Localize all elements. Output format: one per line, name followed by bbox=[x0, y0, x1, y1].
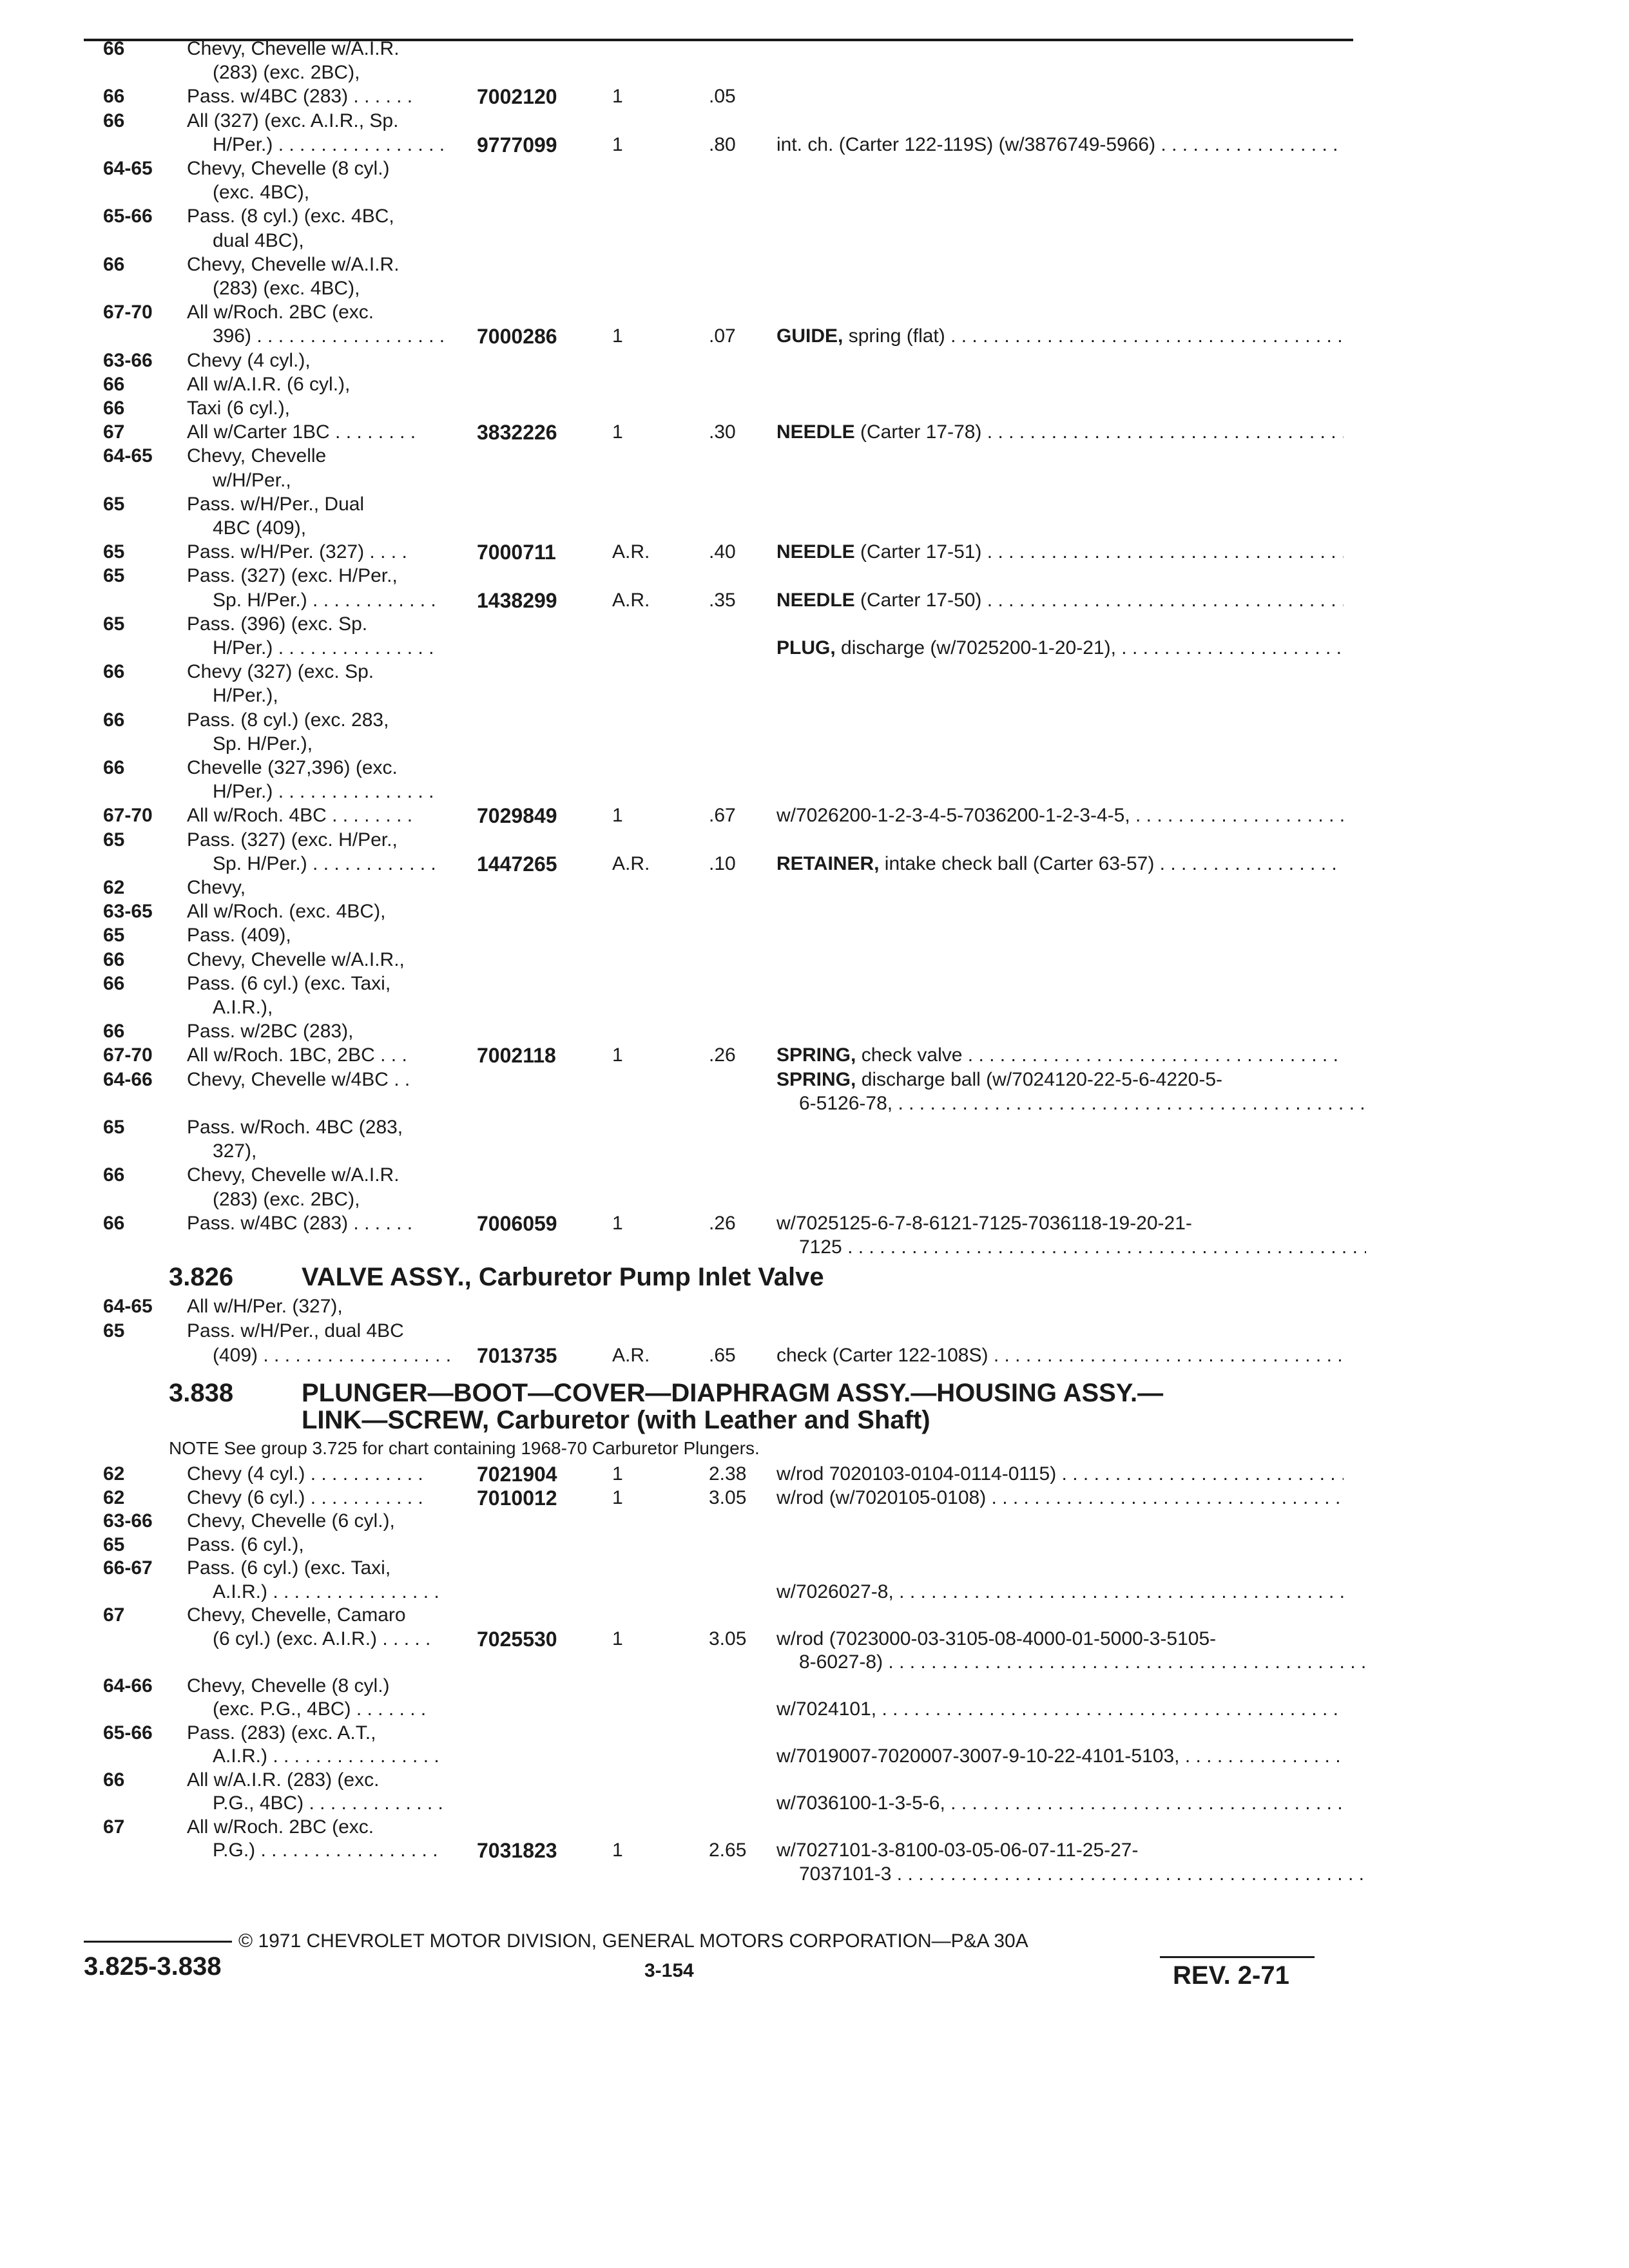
section-title-3838-line2: LINK—SCREW, Carburetor (with Leather and Shaft) bbox=[302, 1406, 930, 1434]
model-year: 66 bbox=[103, 86, 125, 108]
application: Chevy, Chevelle (8 cyl.) bbox=[187, 1675, 390, 1696]
application: A.I.R.), bbox=[213, 997, 273, 1018]
part-description-text: int. ch. (Carter 122-119S) (w/3876749-5966) bbox=[776, 133, 1156, 155]
part-description-text: w/7025125-6-7-8-6121-7125-7036118-19-20-21- bbox=[776, 1212, 1192, 1234]
quantity: 1 bbox=[612, 1212, 623, 1234]
part-name: NEEDLE bbox=[776, 421, 855, 443]
quantity: 1 bbox=[612, 1486, 623, 1508]
part-description bbox=[776, 1044, 1344, 1067]
model-year: 66 bbox=[103, 398, 125, 419]
price: 3.05 bbox=[709, 1486, 747, 1508]
price: .05 bbox=[709, 86, 736, 108]
footer-rule-left bbox=[84, 1941, 232, 1943]
application: (exc. 4BC), bbox=[213, 182, 310, 204]
application: Taxi (6 cyl.), bbox=[187, 398, 291, 419]
application: Pass. w/4BC (283) . . . . . . bbox=[187, 86, 413, 108]
model-year: 67 bbox=[103, 421, 125, 443]
price: .40 bbox=[709, 541, 736, 563]
part-description-text: check (Carter 122-108S) bbox=[776, 1345, 988, 1366]
part-description bbox=[776, 325, 1344, 348]
part-description bbox=[776, 637, 1344, 660]
application: Sp. H/Per.) . . . . . . . . . . . . bbox=[213, 589, 436, 611]
group-range: 3.825-3.838 bbox=[84, 1952, 222, 1981]
application: (6 cyl.) (exc. A.I.R.) . . . . . bbox=[213, 1628, 431, 1649]
application: Chevy, Chevelle w/A.I.R., bbox=[187, 948, 405, 970]
quantity: 1 bbox=[612, 1463, 623, 1485]
footer-rule-right bbox=[1160, 1956, 1315, 1958]
section-number-3826: 3.826 bbox=[169, 1263, 234, 1291]
model-year: 65 bbox=[103, 1533, 125, 1555]
part-description bbox=[776, 1698, 1344, 1721]
application: Pass. (409), bbox=[187, 925, 291, 947]
model-year: 65-66 bbox=[103, 206, 153, 227]
application: Chevy (6 cyl.) . . . . . . . . . . . bbox=[187, 1486, 423, 1508]
model-year: 66 bbox=[103, 972, 125, 994]
part-description bbox=[776, 589, 1344, 612]
application: 4BC (409), bbox=[213, 517, 307, 539]
revision: REV. 2-71 bbox=[1173, 1961, 1289, 1990]
part-description-text: w/7026200-1-2-3-4-5-7036200-1-2-3-4-5, bbox=[776, 805, 1130, 827]
quantity: A.R. bbox=[612, 1345, 650, 1366]
model-year: 65 bbox=[103, 829, 125, 850]
part-description-text: 6-5126-78, bbox=[799, 1092, 893, 1114]
application: Pass. w/H/Per. (327) . . . . bbox=[187, 541, 407, 563]
application: H/Per.), bbox=[213, 685, 278, 707]
application: Pass. (6 cyl.), bbox=[187, 1533, 304, 1555]
model-year: 66 bbox=[103, 253, 125, 275]
part-description-text: w/7036100-1-3-5-6, bbox=[776, 1792, 945, 1814]
application: All w/Roch. 2BC (exc. bbox=[187, 302, 374, 323]
part-description bbox=[776, 1628, 1344, 1651]
model-year: 62 bbox=[103, 1463, 125, 1485]
part-description-text: discharge ball (w/7024120-22-5-6-4220-5- bbox=[861, 1068, 1223, 1090]
price: .67 bbox=[709, 805, 736, 827]
part-description-text: w/7027101-3-8100-03-05-06-07-11-25-27- bbox=[776, 1840, 1139, 1861]
application: Chevy, Chevelle (6 cyl.), bbox=[187, 1510, 395, 1532]
application: All w/A.I.R. (283) (exc. bbox=[187, 1769, 380, 1791]
application: Chevy, bbox=[187, 877, 246, 898]
application: 327), bbox=[213, 1140, 257, 1162]
application: P.G., 4BC) . . . . . . . . . . . . . bbox=[213, 1792, 443, 1814]
part-description-text: w/7026027-8, bbox=[776, 1581, 894, 1602]
application: Sp. H/Per.), bbox=[213, 733, 313, 754]
model-year: 65 bbox=[103, 925, 125, 947]
price: .07 bbox=[709, 325, 736, 347]
model-year: 66 bbox=[103, 1164, 125, 1186]
model-year: 65 bbox=[103, 1117, 125, 1138]
part-description-text: 7125 bbox=[799, 1236, 842, 1258]
application: P.G.) . . . . . . . . . . . . . . . . . bbox=[213, 1840, 438, 1861]
model-year: 66 bbox=[103, 373, 125, 395]
model-year: 66-67 bbox=[103, 1557, 153, 1579]
part-description-text: discharge (w/7025200-1-20-21), bbox=[841, 637, 1116, 658]
model-year: 62 bbox=[103, 1486, 125, 1508]
model-year: 62 bbox=[103, 877, 125, 898]
part-number: 7021904 bbox=[477, 1463, 557, 1486]
part-description bbox=[776, 1212, 1344, 1235]
application: Chevy, Chevelle w/A.I.R. bbox=[187, 1164, 400, 1186]
model-year: 66 bbox=[103, 38, 125, 59]
model-year: 65-66 bbox=[103, 1722, 153, 1744]
model-year: 66 bbox=[103, 661, 125, 683]
application: All w/Roch. 1BC, 2BC . . . bbox=[187, 1044, 407, 1066]
part-number: 1438299 bbox=[477, 588, 557, 612]
model-year: 64-65 bbox=[103, 1296, 153, 1317]
quantity: 1 bbox=[612, 1628, 623, 1649]
quantity: 1 bbox=[612, 1840, 623, 1861]
part-name: SPRING, bbox=[776, 1044, 856, 1066]
application: Chevy, Chevelle bbox=[187, 445, 327, 467]
part-description-text: w/rod 7020103-0104-0114-0115) bbox=[776, 1463, 1057, 1485]
application: Pass. (8 cyl.) (exc. 283, bbox=[187, 709, 389, 731]
section-number-3838: 3.838 bbox=[169, 1379, 234, 1407]
application: Sp. H/Per.) . . . . . . . . . . . . bbox=[213, 852, 436, 874]
application: Pass. (8 cyl.) (exc. 4BC, bbox=[187, 206, 394, 227]
part-name: NEEDLE bbox=[776, 589, 855, 611]
application: Chevy, Chevelle (8 cyl.) bbox=[187, 158, 390, 179]
model-year: 66 bbox=[103, 1212, 125, 1234]
part-description bbox=[799, 1651, 1366, 1674]
price: .26 bbox=[709, 1212, 736, 1234]
part-description bbox=[776, 852, 1344, 876]
application: (283) (exc. 2BC), bbox=[213, 62, 360, 84]
application: Pass. (283) (exc. A.T., bbox=[187, 1722, 376, 1744]
application: All (327) (exc. A.I.R., Sp. bbox=[187, 110, 399, 131]
part-number: 7000286 bbox=[477, 325, 557, 349]
part-description-text: spring (flat) bbox=[848, 325, 945, 347]
part-description bbox=[776, 133, 1344, 157]
quantity: 1 bbox=[612, 1044, 623, 1066]
part-description bbox=[776, 1792, 1344, 1815]
part-name: SPRING, bbox=[776, 1068, 856, 1090]
model-year: 65 bbox=[103, 541, 125, 563]
model-year: 66 bbox=[103, 948, 125, 970]
part-number: 7010012 bbox=[477, 1486, 557, 1510]
application: Chevy, Chevelle w/A.I.R. bbox=[187, 253, 400, 275]
model-year: 64-65 bbox=[103, 445, 153, 467]
part-description bbox=[776, 1486, 1344, 1510]
model-year: 66 bbox=[103, 709, 125, 731]
part-description-text: w/7019007-7020007-3007-9-10-22-4101-5103, bbox=[776, 1745, 1180, 1767]
quantity: 1 bbox=[612, 133, 623, 155]
application: A.I.R.) . . . . . . . . . . . . . . . . bbox=[213, 1745, 439, 1767]
part-description bbox=[776, 1344, 1344, 1367]
part-description bbox=[776, 541, 1344, 564]
application: Pass. (327) (exc. H/Per., bbox=[187, 829, 398, 850]
quantity: 1 bbox=[612, 325, 623, 347]
application: Pass. w/4BC (283) . . . . . . bbox=[187, 1212, 413, 1234]
part-description-text: w/7024101, bbox=[776, 1698, 877, 1720]
application: Pass. w/H/Per., dual 4BC bbox=[187, 1320, 404, 1341]
part-number: 7031823 bbox=[477, 1839, 557, 1862]
application: All w/A.I.R. (6 cyl.), bbox=[187, 373, 351, 395]
price: .65 bbox=[709, 1345, 736, 1366]
model-year: 67-70 bbox=[103, 1044, 153, 1066]
application: Pass. (327) (exc. H/Per., bbox=[187, 565, 398, 587]
quantity: 1 bbox=[612, 421, 623, 443]
part-description bbox=[776, 1839, 1344, 1862]
application: dual 4BC), bbox=[213, 229, 304, 251]
part-number: 7029849 bbox=[477, 804, 557, 828]
part-number: 7013735 bbox=[477, 1344, 557, 1367]
model-year: 63-66 bbox=[103, 1510, 153, 1532]
application: A.I.R.) . . . . . . . . . . . . . . . . bbox=[213, 1581, 439, 1602]
quantity: A.R. bbox=[612, 541, 650, 563]
model-year: 64-65 bbox=[103, 158, 153, 179]
application: Chevelle (327,396) (exc. bbox=[187, 757, 398, 778]
application: H/Per.) . . . . . . . . . . . . . . . . bbox=[213, 133, 445, 155]
part-description bbox=[776, 804, 1344, 827]
model-year: 65 bbox=[103, 613, 125, 635]
part-description bbox=[776, 421, 1344, 444]
part-number: 7006059 bbox=[477, 1211, 557, 1235]
part-name: RETAINER, bbox=[776, 852, 880, 874]
application: All w/H/Per. (327), bbox=[187, 1296, 343, 1317]
price: .30 bbox=[709, 421, 736, 443]
part-number: 7000711 bbox=[477, 541, 556, 564]
application: Chevy, Chevelle w/A.I.R. bbox=[187, 38, 400, 59]
application: H/Per.) . . . . . . . . . . . . . . . bbox=[213, 637, 434, 658]
price: .35 bbox=[709, 589, 736, 611]
part-number: 1447265 bbox=[477, 852, 557, 876]
price: .80 bbox=[709, 133, 736, 155]
application: Pass. (6 cyl.) (exc. Taxi, bbox=[187, 972, 391, 994]
model-year: 65 bbox=[103, 565, 125, 587]
model-year: 67 bbox=[103, 1604, 125, 1626]
application: 396) . . . . . . . . . . . . . . . . . . bbox=[213, 325, 445, 347]
model-year: 63-66 bbox=[103, 349, 153, 371]
section-title-3826: VALVE ASSY., Carburetor Pump Inlet Valve bbox=[302, 1263, 824, 1291]
application: Pass. w/2BC (283), bbox=[187, 1021, 354, 1043]
part-description-text: 7037101-3 bbox=[799, 1863, 892, 1885]
model-year: 66 bbox=[103, 1769, 125, 1791]
model-year: 65 bbox=[103, 493, 125, 515]
model-year: 64-66 bbox=[103, 1068, 153, 1090]
part-description-text: (Carter 17-50) bbox=[860, 589, 982, 611]
model-year: 64-66 bbox=[103, 1675, 153, 1696]
part-name: GUIDE, bbox=[776, 325, 843, 347]
application: Chevy (327) (exc. Sp. bbox=[187, 661, 374, 683]
section-note: NOTE See group 3.725 for chart containing 1968-70 Carburetor Plungers. bbox=[169, 1438, 760, 1458]
quantity: A.R. bbox=[612, 852, 650, 874]
application: Chevy (4 cyl.), bbox=[187, 349, 311, 371]
part-description bbox=[799, 1863, 1366, 1886]
part-name: PLUG, bbox=[776, 637, 836, 658]
application: All w/Roch. 2BC (exc. bbox=[187, 1816, 374, 1838]
part-description bbox=[799, 1236, 1366, 1259]
application: (283) (exc. 4BC), bbox=[213, 278, 360, 299]
quantity: 1 bbox=[612, 805, 623, 827]
price: 2.38 bbox=[709, 1463, 747, 1485]
section-title-3838-line1: PLUNGER—BOOT—COVER—DIAPHRAGM ASSY.—HOUSING ASSY.— bbox=[302, 1379, 1164, 1407]
part-description bbox=[776, 1068, 1344, 1091]
part-description-text: w/rod (w/7020105-0108) bbox=[776, 1486, 987, 1508]
part-description-text: check valve bbox=[861, 1044, 963, 1066]
model-year: 67 bbox=[103, 1816, 125, 1838]
application: H/Per.) . . . . . . . . . . . . . . . bbox=[213, 781, 434, 803]
price: 2.65 bbox=[709, 1840, 747, 1861]
part-number: 7002120 bbox=[477, 85, 557, 109]
application: Chevy, Chevelle, Camaro bbox=[187, 1604, 406, 1626]
application: All w/Roch. 4BC . . . . . . . . bbox=[187, 805, 413, 827]
model-year: 63-65 bbox=[103, 901, 153, 923]
model-year: 67-70 bbox=[103, 805, 153, 827]
model-year: 66 bbox=[103, 757, 125, 778]
part-description-text: (Carter 17-78) bbox=[860, 421, 982, 443]
part-number: 3832226 bbox=[477, 421, 557, 445]
application: Pass. w/Roch. 4BC (283, bbox=[187, 1117, 403, 1138]
price: .26 bbox=[709, 1044, 736, 1066]
quantity: 1 bbox=[612, 86, 623, 108]
part-description bbox=[776, 1745, 1344, 1768]
part-description-text: intake check ball (Carter 63-57) bbox=[884, 852, 1155, 874]
application: w/H/Per., bbox=[213, 469, 291, 491]
application: Pass. (6 cyl.) (exc. Taxi, bbox=[187, 1557, 391, 1579]
part-description-text: w/rod (7023000-03-3105-08-4000-01-5000-3-5105- bbox=[776, 1628, 1217, 1649]
application: Chevy, Chevelle w/4BC . . bbox=[187, 1068, 410, 1090]
part-number: 9777099 bbox=[477, 133, 557, 157]
application: (283) (exc. 2BC), bbox=[213, 1188, 360, 1210]
part-description bbox=[776, 1463, 1344, 1486]
part-description-text: 8-6027-8) bbox=[799, 1651, 883, 1673]
application: Chevy (4 cyl.) . . . . . . . . . . . bbox=[187, 1463, 423, 1485]
model-year: 66 bbox=[103, 1021, 125, 1043]
application: Pass. (396) (exc. Sp. bbox=[187, 613, 368, 635]
application: (409) . . . . . . . . . . . . . . . . . . bbox=[213, 1345, 452, 1366]
copyright: © 1971 CHEVROLET MOTOR DIVISION, GENERAL MOTORS CORPORATION—P&A 30A bbox=[238, 1930, 1028, 1952]
part-description bbox=[776, 1581, 1344, 1604]
application: All w/Carter 1BC . . . . . . . . bbox=[187, 421, 416, 443]
page-number: 3-154 bbox=[644, 1960, 694, 1981]
price: .10 bbox=[709, 852, 736, 874]
application: Pass. w/H/Per., Dual bbox=[187, 493, 365, 515]
model-year: 66 bbox=[103, 110, 125, 131]
application: All w/Roch. (exc. 4BC), bbox=[187, 901, 386, 923]
model-year: 67-70 bbox=[103, 302, 153, 323]
part-number: 7002118 bbox=[477, 1044, 556, 1068]
part-description-text: (Carter 17-51) bbox=[860, 541, 982, 563]
application: (exc. P.G., 4BC) . . . . . . . bbox=[213, 1698, 427, 1720]
quantity: A.R. bbox=[612, 589, 650, 611]
model-year: 65 bbox=[103, 1320, 125, 1341]
part-name: NEEDLE bbox=[776, 541, 855, 563]
price: 3.05 bbox=[709, 1628, 747, 1649]
part-description bbox=[799, 1092, 1366, 1115]
part-number: 7025530 bbox=[477, 1627, 557, 1651]
